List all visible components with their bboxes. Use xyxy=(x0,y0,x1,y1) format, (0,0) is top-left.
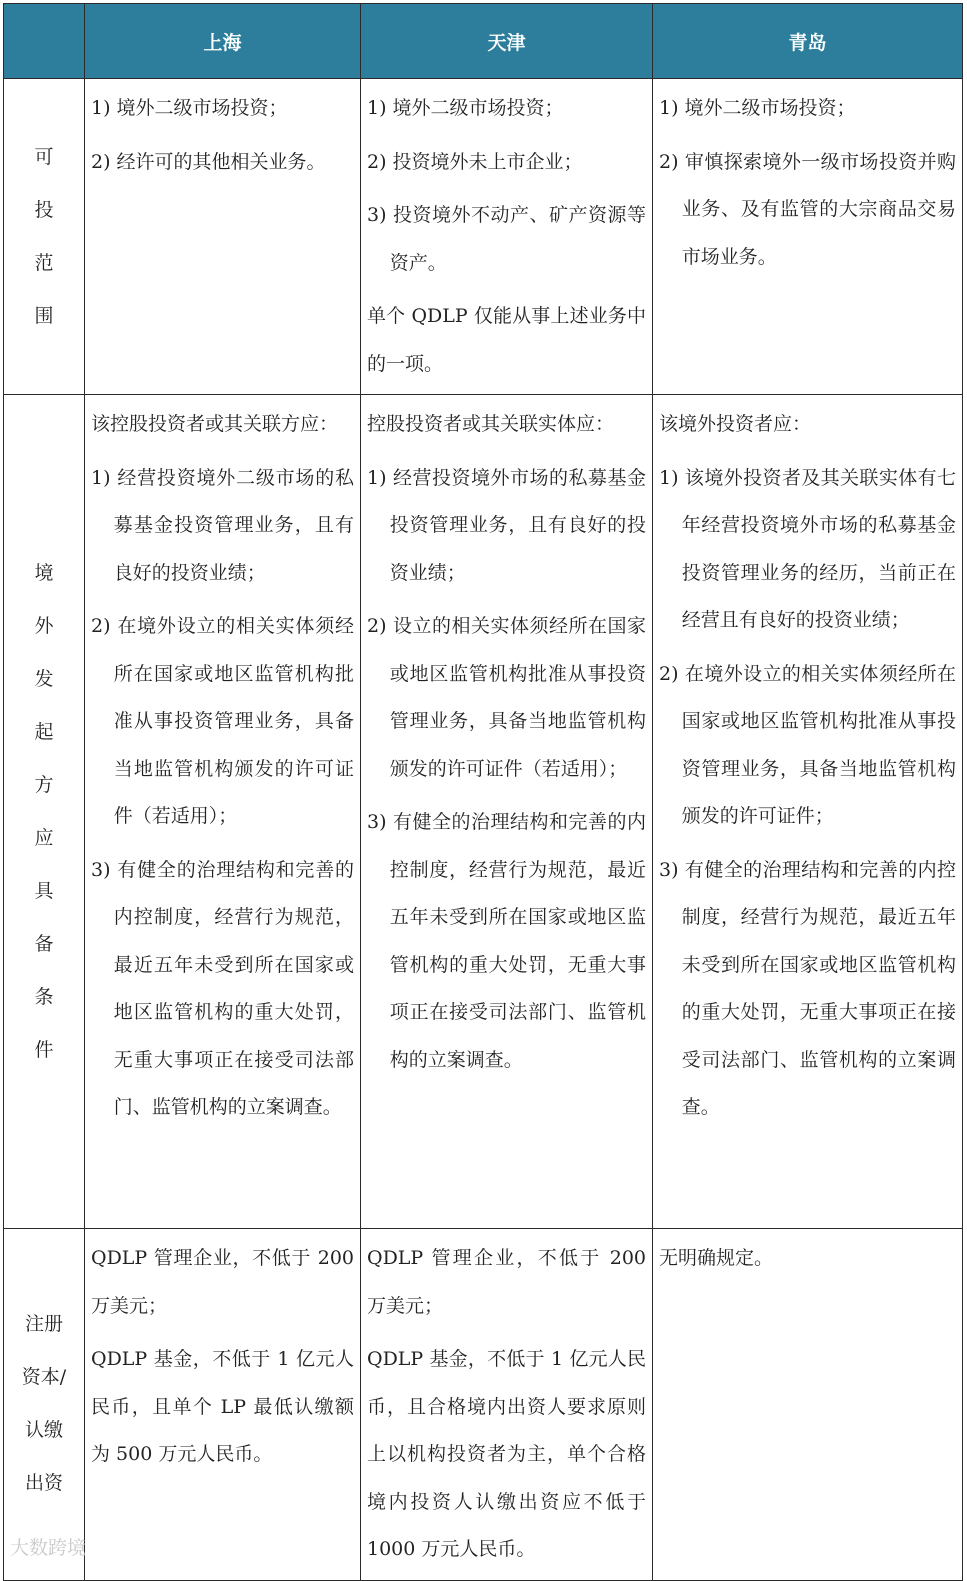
paragraph: QDLP 管理企业，不低于 200 万美元； xyxy=(367,1247,646,1317)
paragraph: QDLP 基金，不低于 1 亿元人民币，且合格境内出资人要求原则上以机构投资者为主，单个合格境内投资人认缴出资应不低于 1000 万元人民币。 xyxy=(367,1348,646,1560)
list-item: 2) 在境外设立的相关实体须经所在国家或地区监管机构批准从事投资管理业务，具备当地监管机构颁发的许可证件（若适用）； xyxy=(91,615,354,827)
cell-tianjin xyxy=(361,1229,653,1581)
watermark-logo: 大数跨境 xyxy=(10,1537,87,1559)
list-item: 2) 投资境外未上市企业； xyxy=(367,150,583,173)
list-item: 1) 该境外投资者及其关联实体有七年经营投资境外市场的私募基金投资管理业务的经历，当前正在经营且有良好的投资业绩； xyxy=(659,466,956,631)
cell-shanghai xyxy=(85,1229,361,1581)
intro-text: 控股投资者或其关联实体应： xyxy=(367,413,615,435)
list-item: 1) 境外二级市场投资； xyxy=(659,97,856,119)
comparison-table xyxy=(3,3,963,1581)
row-registered-capital xyxy=(4,1229,963,1581)
row-label: 注册资本/认缴出资 xyxy=(21,1313,67,1495)
row-label: 可投范围 xyxy=(34,145,54,327)
cell-tianjin xyxy=(361,395,653,1229)
note-text: 单个 QDLP 仅能从事上述业务中的一项。 xyxy=(367,305,646,375)
list-item: 3) 有健全的治理结构和完善的内控制度，经营行为规范，最近五年未受到所在国家或地区监管机构的重大处罚，无重大事项正在接受司法部门、监管机构的立案调查。 xyxy=(367,811,646,1071)
list-item: 2) 设立的相关实体须经所在国家或地区监管机构批准从事投资管理业务，具备当地监管机构颁发的许可证件（若适用）； xyxy=(367,615,646,780)
header-corner xyxy=(4,4,85,79)
header-qingdao: 青岛 xyxy=(653,4,963,79)
header-row xyxy=(4,4,963,79)
row-label-cell xyxy=(4,79,85,395)
paragraph: QDLP 管理企业，不低于 200 万美元； xyxy=(91,1247,354,1317)
intro-text: 该境外投资者应： xyxy=(659,413,812,435)
row-sponsor-requirements xyxy=(4,395,963,1229)
list-item: 1) 经营投资境外二级市场的私募基金投资管理业务，且有良好的投资业绩； xyxy=(91,466,354,584)
cell-shanghai xyxy=(85,395,361,1229)
cell-qingdao xyxy=(653,1229,963,1581)
paragraph: 无明确规定。 xyxy=(659,1247,774,1269)
list-item: 3) 有健全的治理结构和完善的内控制度，经营行为规范，最近五年未受到所在国家或地区监管机构的重大处罚，无重大事项正在接受司法部门、监管机构的立案调查。 xyxy=(659,858,956,1118)
row-label-cell xyxy=(4,1229,85,1581)
list-item: 2) 经许可的其他相关业务。 xyxy=(91,150,326,173)
cell-tianjin xyxy=(361,79,653,395)
row-label-cell xyxy=(4,395,85,1229)
cell-shanghai xyxy=(85,79,361,395)
row-investment-scope xyxy=(4,79,963,395)
list-item: 1) 境外二级市场投资； xyxy=(367,97,564,119)
intro-text: 该控股投资者或其关联方应： xyxy=(91,413,339,435)
list-item: 2) 在境外设立的相关实体须经所在国家或地区监管机构批准从事投资管理业务，具备当地监管机构颁发的许可证件； xyxy=(659,662,956,827)
row-label: 境外发起方应具备条件 xyxy=(34,561,54,1061)
header-shanghai: 上海 xyxy=(85,4,361,79)
list-item: 1) 经营投资境外市场的私募基金投资管理业务，且有良好的投资业绩； xyxy=(367,466,646,584)
list-item: 3) 投资境外不动产、矿产资源等资产。 xyxy=(367,204,646,274)
list-item: 1) 境外二级市场投资； xyxy=(91,97,288,119)
cell-qingdao xyxy=(653,395,963,1229)
paragraph: QDLP 基金，不低于 1 亿元人民币，且单个 LP 最低认缴额为 500 万元人民币。 xyxy=(91,1348,354,1465)
list-item: 2) 审慎探索境外一级市场投资并购业务、及有监管的大宗商品交易市场业务。 xyxy=(659,150,956,268)
header-tianjin: 天津 xyxy=(361,4,653,79)
list-item: 3) 有健全的治理结构和完善的内控制度，经营行为规范，最近五年未受到所在国家或地区监管机构的重大处罚，无重大事项正在接受司法部门、监管机构的立案调查。 xyxy=(91,858,354,1118)
cell-qingdao xyxy=(653,79,963,395)
